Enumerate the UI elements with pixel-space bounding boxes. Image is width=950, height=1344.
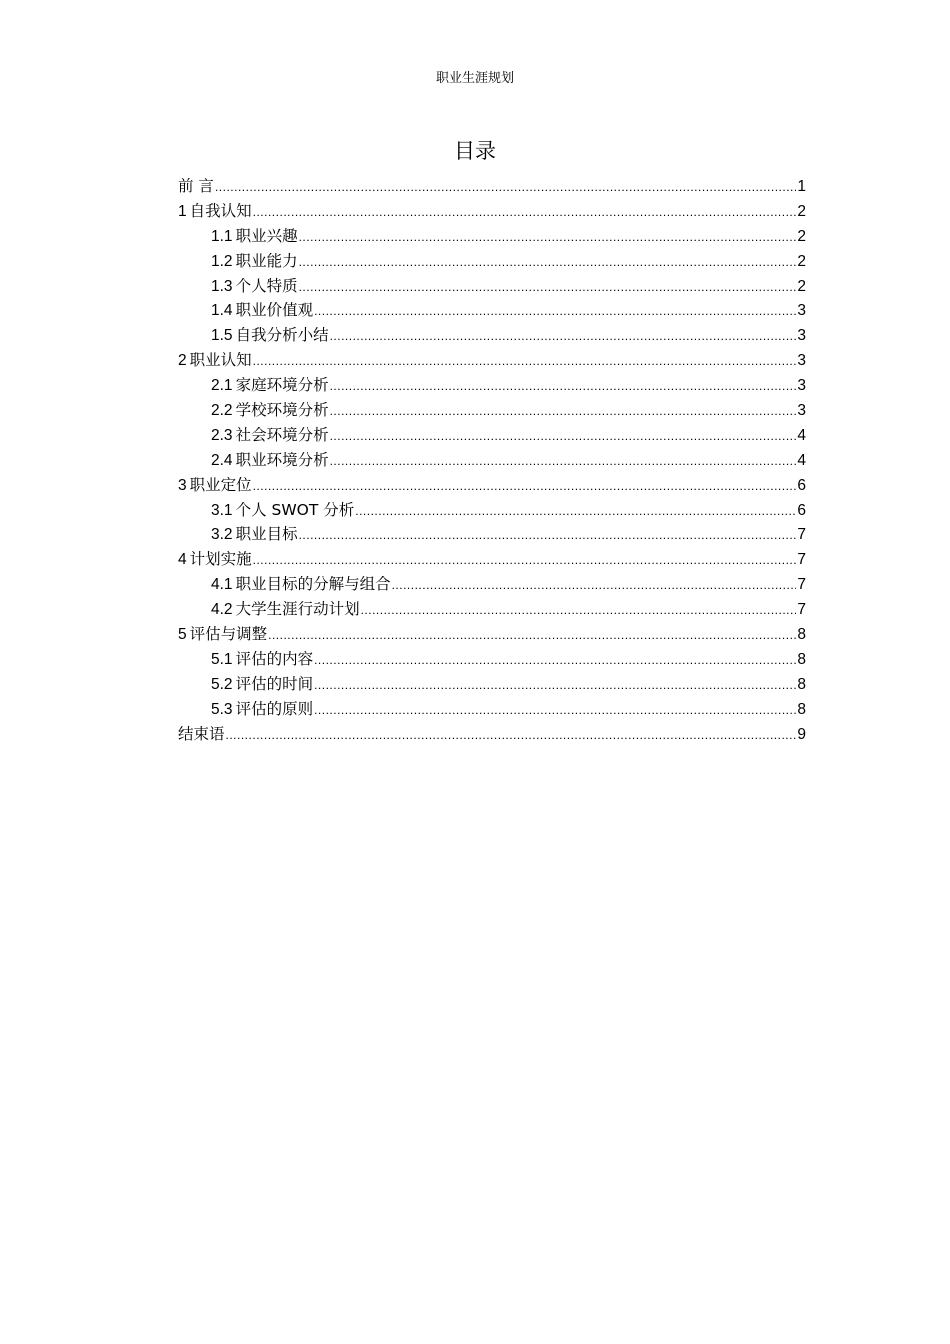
toc-entry-title: 大学生涯行动计划 xyxy=(235,600,360,619)
toc-entry-number: 5.1 xyxy=(211,650,233,668)
toc-dot-leader xyxy=(215,175,796,200)
toc-entry[interactable] xyxy=(178,473,806,498)
toc-entry-number: 3.1 xyxy=(211,501,233,519)
toc-dot-leader xyxy=(253,474,797,499)
toc-entry[interactable] xyxy=(178,274,806,299)
toc-entry-page-number: 7 xyxy=(797,526,806,544)
toc-entry[interactable] xyxy=(178,174,806,199)
toc-entry[interactable] xyxy=(178,348,806,373)
toc-dot-leader xyxy=(299,523,797,548)
toc-entry-page-number: 1 xyxy=(797,178,806,195)
toc-dot-leader xyxy=(355,499,796,524)
toc-entry-number: 1.2 xyxy=(211,252,233,270)
toc-entry[interactable] xyxy=(178,224,806,249)
toc-entry[interactable] xyxy=(178,572,806,597)
toc-entry-title: 评估的内容 xyxy=(235,649,314,668)
toc-entry-title: 职业价值观 xyxy=(235,301,314,320)
toc-title: 目录 xyxy=(454,139,496,163)
toc-entry-title: 评估与调整 xyxy=(189,625,268,644)
toc-entry-page-number: 3 xyxy=(797,352,806,370)
toc-entry[interactable] xyxy=(178,597,806,622)
toc-entry[interactable] xyxy=(178,423,806,448)
toc-dot-leader xyxy=(299,250,797,275)
toc-entry-title: 评估的时间 xyxy=(235,674,314,693)
toc-entry-number: 2.2 xyxy=(211,402,233,420)
toc-entry-title: 职业目标的分解与组合 xyxy=(235,575,391,594)
toc-entry[interactable] xyxy=(178,522,806,547)
toc-dot-leader xyxy=(268,623,796,648)
toc-entry-title: 社会环境分析 xyxy=(235,425,329,444)
toc-entry-number: 3.2 xyxy=(211,526,233,544)
toc-entry[interactable] xyxy=(178,249,806,274)
toc-entry-number: 5 xyxy=(178,626,187,644)
toc-entry-page-number: 3 xyxy=(797,402,806,420)
toc-entry[interactable] xyxy=(178,323,806,348)
toc-entry-title: 评估的原则 xyxy=(235,699,314,718)
toc-dot-leader xyxy=(330,324,797,349)
toc-entry[interactable] xyxy=(178,298,806,323)
toc-entry-number: 5.2 xyxy=(211,675,233,693)
toc-entry-number: 4 xyxy=(178,551,187,569)
toc-dot-leader xyxy=(253,200,797,225)
table-of-contents xyxy=(178,174,806,746)
toc-entry-page-number: 6 xyxy=(797,476,806,494)
toc-entry-title: 自我认知 xyxy=(189,201,252,220)
toc-entry-number: 1.5 xyxy=(211,327,233,345)
toc-dot-leader xyxy=(299,275,797,300)
toc-entry[interactable] xyxy=(178,398,806,423)
header-title: 职业生涯规划 xyxy=(435,71,514,86)
toc-entry-title: 个人 SWOT 分析 xyxy=(235,500,355,519)
toc-entry-title: 计划实施 xyxy=(189,550,252,569)
toc-dot-leader xyxy=(253,548,797,573)
toc-entry[interactable] xyxy=(178,498,806,523)
toc-entry-page-number: 2 xyxy=(797,277,806,295)
toc-entry-page-number: 6 xyxy=(797,501,806,519)
toc-entry[interactable] xyxy=(178,448,806,473)
toc-entry-number: 1.3 xyxy=(211,277,233,295)
toc-entry-title: 职业定位 xyxy=(189,475,252,494)
toc-entry-page-number: 2 xyxy=(797,252,806,270)
toc-entry-title: 职业认知 xyxy=(189,351,252,370)
toc-entry-page-number: 7 xyxy=(797,551,806,569)
toc-entry[interactable] xyxy=(178,697,806,722)
toc-entry-title: 职业环境分析 xyxy=(235,450,329,469)
toc-entry-page-number: 4 xyxy=(797,451,806,469)
toc-entry-number: 4.2 xyxy=(211,601,233,619)
toc-entry-number: 1.4 xyxy=(211,302,233,320)
toc-entry-number: 1 xyxy=(178,202,187,220)
toc-entry-page-number: 2 xyxy=(797,202,806,220)
toc-entry-title: 学校环境分析 xyxy=(235,401,329,420)
toc-entry-page-number: 3 xyxy=(797,327,806,345)
toc-dot-leader xyxy=(392,573,797,598)
toc-entry-number: 5.3 xyxy=(211,700,233,718)
toc-entry[interactable] xyxy=(178,722,806,747)
toc-dot-leader xyxy=(299,225,797,250)
toc-entry-number: 2.3 xyxy=(211,426,233,444)
toc-entry[interactable] xyxy=(178,622,806,647)
toc-entry-title: 职业能力 xyxy=(235,251,298,270)
toc-entry-number: 2.4 xyxy=(211,451,233,469)
toc-entry-number: 2.1 xyxy=(211,377,233,395)
toc-dot-leader xyxy=(330,399,797,424)
toc-entry-number: 1.1 xyxy=(211,227,233,245)
toc-entry-page-number: 7 xyxy=(797,601,806,619)
toc-entry[interactable] xyxy=(178,373,806,398)
toc-entry-title: 职业目标 xyxy=(235,525,298,544)
toc-entry-page-number: 7 xyxy=(797,576,806,594)
toc-entry-number: 2 xyxy=(178,352,187,370)
toc-entry-page-number: 3 xyxy=(797,302,806,320)
toc-entry-title: 前 言 xyxy=(178,177,214,195)
toc-entry-page-number: 9 xyxy=(797,725,806,743)
toc-entry-title: 家庭环境分析 xyxy=(235,376,329,395)
toc-dot-leader xyxy=(314,673,796,698)
toc-entry-number: 4.1 xyxy=(211,576,233,594)
toc-entry-title: 职业兴趣 xyxy=(235,226,298,245)
toc-entry-number: 3 xyxy=(178,476,187,494)
toc-dot-leader xyxy=(361,598,797,623)
toc-entry-page-number: 4 xyxy=(797,426,806,444)
toc-entry-page-number: 3 xyxy=(797,377,806,395)
toc-dot-leader xyxy=(314,299,796,324)
page-header xyxy=(0,70,950,88)
toc-dot-leader xyxy=(253,349,797,374)
toc-dot-leader xyxy=(226,723,797,748)
toc-entry-page-number: 8 xyxy=(797,675,806,693)
toc-entry-title: 自我分析小结 xyxy=(235,326,329,345)
toc-entry-page-number: 2 xyxy=(797,227,806,245)
toc-entry-page-number: 8 xyxy=(797,626,806,644)
toc-entry[interactable] xyxy=(178,199,806,224)
toc-dot-leader xyxy=(330,374,797,399)
toc-entry-title: 个人特质 xyxy=(235,276,298,295)
toc-entry-page-number: 8 xyxy=(797,650,806,668)
toc-dot-leader xyxy=(314,648,796,673)
toc-entry[interactable] xyxy=(178,547,806,572)
toc-dot-leader xyxy=(330,424,797,449)
toc-entry-page-number: 8 xyxy=(797,700,806,718)
toc-entry[interactable] xyxy=(178,672,806,697)
toc-dot-leader xyxy=(330,449,797,474)
toc-dot-leader xyxy=(314,698,796,723)
toc-entry[interactable] xyxy=(178,647,806,672)
toc-entry-title: 结束语 xyxy=(178,724,225,743)
